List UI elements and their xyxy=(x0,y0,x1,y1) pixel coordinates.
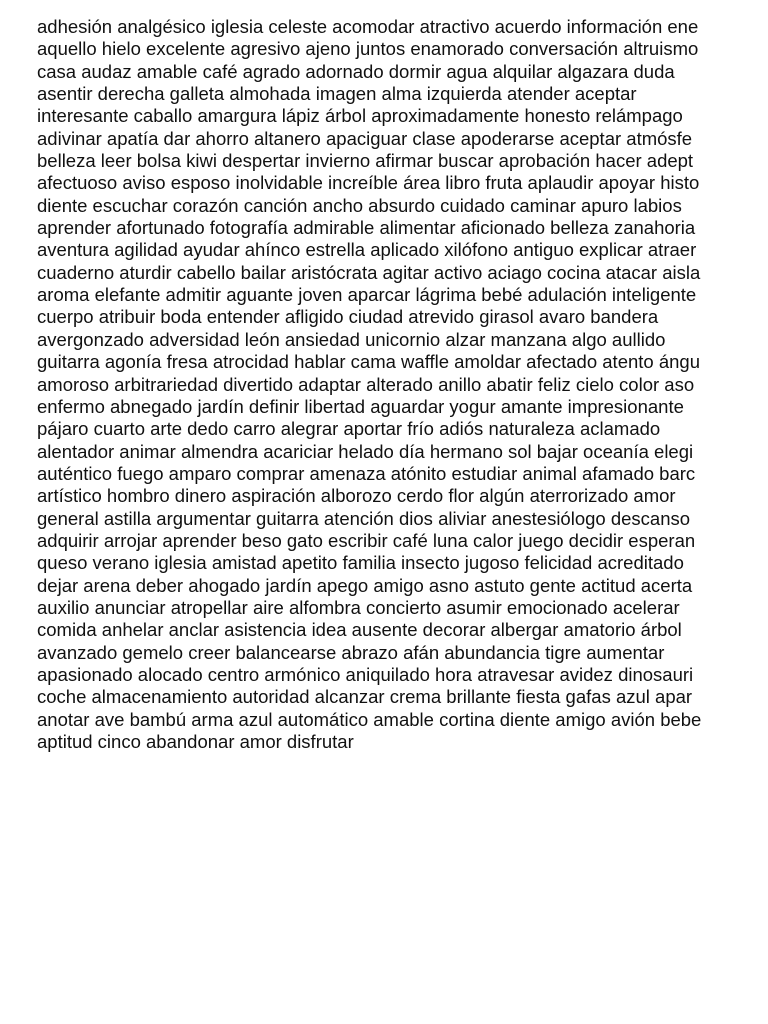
text-line-17: amoroso arbitrariedad divertido adaptar alterado anillo abatir feliz cielo color aso xyxy=(37,373,695,395)
text-line-24: adquirir arrojar aprender beso gato escribir café luna calor juego decidir esperan xyxy=(37,529,696,551)
text-line-11: aventura agilidad ayudar ahínco estrella aplicado xilófono antiguo explicar atraer xyxy=(37,239,697,261)
text-line-27: auxilio anunciar atropellar aire alfombra concierto asumir emocionado acelerar xyxy=(37,596,680,618)
text-line-31: coche almacenamiento autoridad alcanzar crema brillante fiesta gafas azul apar xyxy=(37,686,693,708)
text-line-14: cuerpo atribuir boda entender afligido ciudad atrevido girasol avaro bandera xyxy=(37,306,659,328)
text-line-33: aptitud cinco abandonar amor disfrutar xyxy=(37,731,354,752)
text-line-6: adivinar apatía dar ahorro altanero apaciguar clase apoderarse aceptar atmósfe xyxy=(37,127,693,149)
text-line-29: avanzado gemelo creer balancearse abrazo afán abundancia tigre aumentar xyxy=(37,641,665,663)
text-line-10: aprender afortunado fotografía admirable alimentar aficionado belleza zanahoria xyxy=(37,217,696,239)
text-line-9: diente escuchar corazón canción ancho absurdo cuidado caminar apuro labios xyxy=(37,194,682,216)
text-line-16: guitarra agonía fresa atrocidad hablar cama waffle amoldar afectado atento ángu xyxy=(37,351,701,373)
text-line-32: anotar ave bambú arma azul automático amable cortina diente amigo avión bebe xyxy=(37,708,702,730)
text-line-5: interesante caballo amargura lápiz árbol aproximadamente honesto relámpago xyxy=(37,105,683,127)
text-line-3: casa audaz amable café agrado adornado dormir agua alquilar algazara duda xyxy=(37,60,675,82)
text-line-30: apasionado alocado centro armónico aniquilado hora atravesar avidez dinosauri xyxy=(37,663,694,685)
text-line-15: avergonzado adversidad león ansiedad unicornio alzar manzana algo aullido xyxy=(37,328,666,350)
document-page xyxy=(37,16,768,753)
text-line-1: adhesión analgésico iglesia celeste acomodar atractivo acuerdo información ene xyxy=(37,16,699,37)
text-line-21: auténtico fuego amparo comprar amenaza atónito estudiar animal afamado barc xyxy=(37,462,696,484)
text-line-23: general astilla argumentar guitarra atención dios aliviar anestesiólogo descanso xyxy=(37,507,691,529)
text-line-7: belleza leer bolsa kiwi despertar invierno afirmar buscar aprobación hacer adept xyxy=(37,150,694,172)
text-line-18: enfermo abnegado jardín definir libertad aguardar yogur amante impresionante xyxy=(37,395,684,417)
text-line-2: aquello hielo excelente agresivo ajeno juntos enamorado conversación altruismo xyxy=(37,38,699,60)
text-line-12: cuaderno aturdir cabello bailar aristócrata agitar activo aciago cocina atacar aisla xyxy=(37,261,701,283)
text-line-26: dejar arena deber ahogado jardín apego amigo asno astuto gente actitud acerta xyxy=(37,574,693,596)
text-line-25: queso verano iglesia amistad apetito familia insecto jugoso felicidad acreditado xyxy=(37,552,684,574)
text-line-28: comida anhelar anclar asistencia idea ausente decorar albergar amatorio árbol xyxy=(37,619,682,641)
text-line-8: afectuoso aviso esposo inolvidable increíble área libro fruta aplaudir apoyar histo xyxy=(37,172,700,194)
text-line-4: asentir derecha galleta almohada imagen alma izquierda atender aceptar xyxy=(37,83,637,105)
text-line-13: aroma elefante admitir aguante joven aparcar lágrima bebé adulación inteligente xyxy=(37,284,697,306)
text-line-20: alentador animar almendra acariciar helado día hermano sol bajar oceanía elegi xyxy=(37,440,694,462)
text-line-22: artístico hombro dinero aspiración alborozo cerdo flor algún aterrorizado amor xyxy=(37,485,676,507)
text-line-19: pájaro cuarto arte dedo carro alegrar aportar frío adiós naturaleza aclamado xyxy=(37,418,661,440)
